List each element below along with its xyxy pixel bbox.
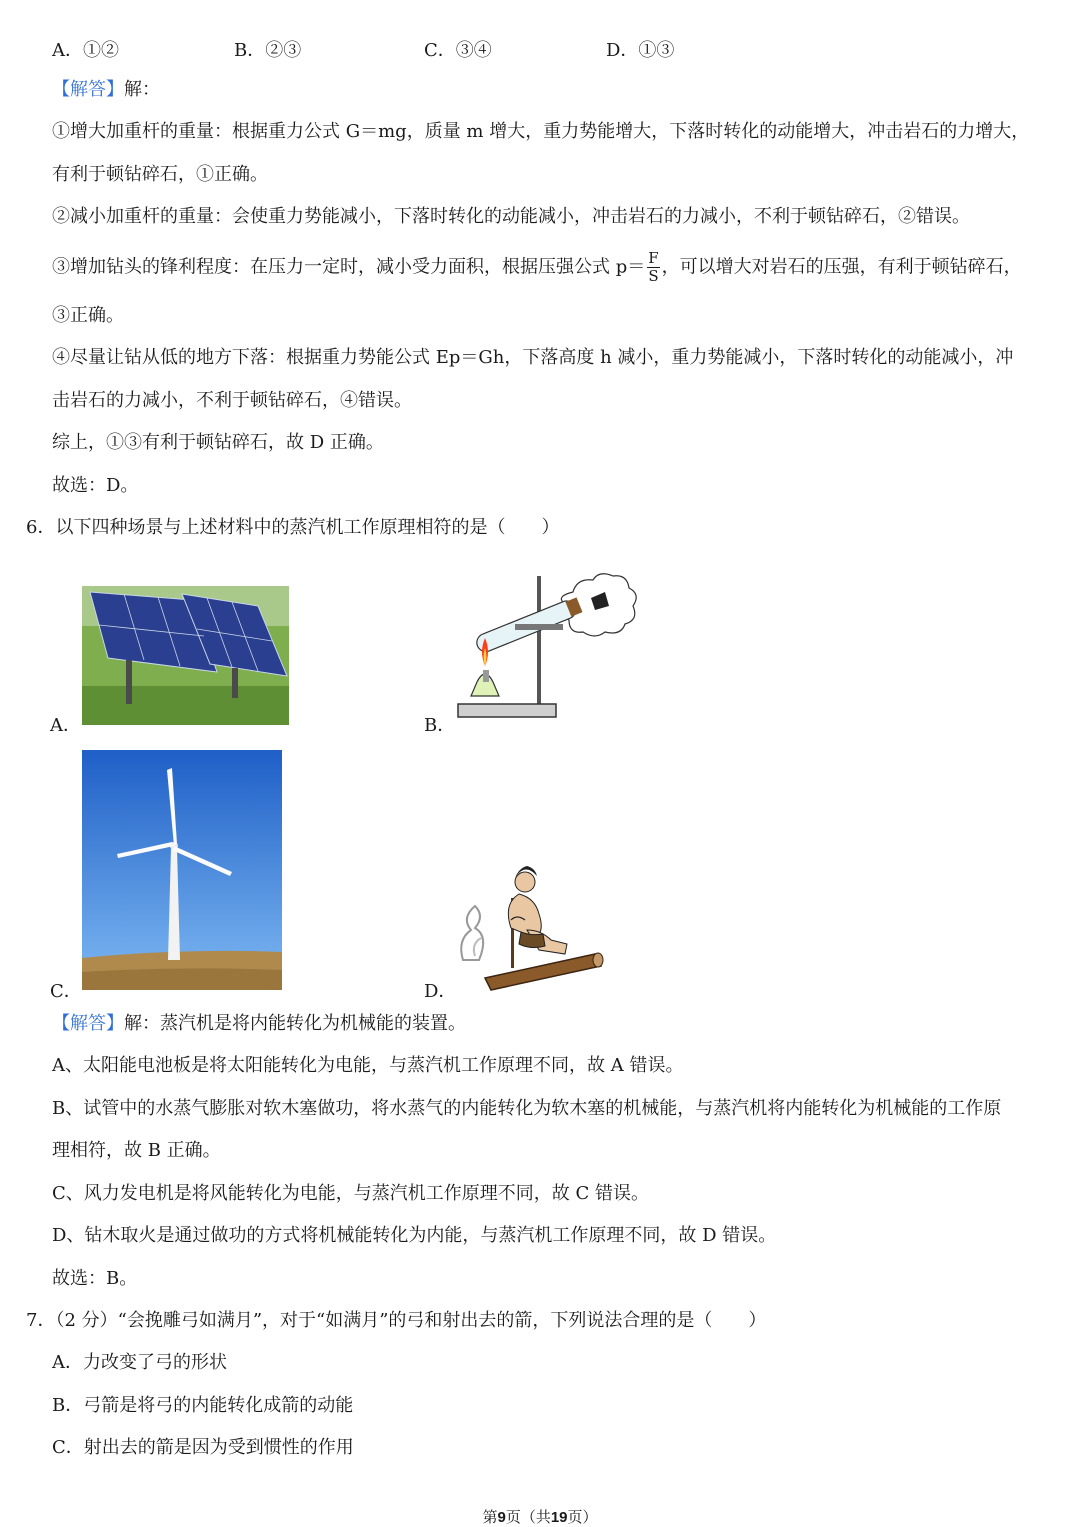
- formula-text: ，可以增大对岩石的压强，有利于顿钻碎石，: [661, 256, 1022, 278]
- q6-line: 理相符，故 B 正确。: [52, 1140, 221, 1161]
- footer-text: 页）: [567, 1508, 598, 1526]
- fraction-numerator: F: [648, 249, 659, 267]
- option-label-c: C．: [50, 981, 82, 1002]
- drill-fire-image: [455, 860, 605, 992]
- q6-line: A、太阳能电池板是将太阳能转化为电能，与蒸汽机工作原理不同，故 A 错误。: [52, 1055, 684, 1076]
- q5-line: 有利于顿钻碎石，①正确。: [52, 164, 268, 185]
- page-total: 19: [550, 1509, 568, 1526]
- page-footer: [0, 1506, 1080, 1527]
- q6-answer-heading: [52, 1013, 466, 1035]
- q5-option-c: C．③④: [424, 40, 492, 61]
- test-tube-apparatus-image: [455, 570, 640, 725]
- pressure-fraction: [647, 250, 659, 285]
- wind-turbine-image: [82, 750, 282, 990]
- q5-line: ③正确。: [52, 305, 124, 326]
- q5-line: ②减小加重杆的重量：会使重力势能减小，下落时转化的动能减小，冲击岩石的力减小，不利于顿钻碎石，②错误。: [52, 206, 970, 227]
- q7-option-a: A．力改变了弓的形状: [52, 1352, 227, 1373]
- page-number: 9: [497, 1509, 506, 1526]
- option-label-a: A．: [50, 715, 81, 736]
- q5-line: 故选：D。: [52, 475, 139, 496]
- formula-text: ③增加钻头的锋利程度：在压力一定时，减小受力面积，根据压强公式 p＝: [52, 256, 646, 278]
- q5-option-d: D．①③: [606, 40, 675, 61]
- q5-line: ④尽量让钻从低的地方下落：根据重力势能公式 Ep＝Gh，下落高度 h 减小，重力势能减小，下落时转化的动能减小，冲: [52, 347, 1014, 368]
- q5-option-b: B．②③: [234, 40, 302, 61]
- fraction-denominator: S: [648, 267, 659, 285]
- q7-option-c: C．射出去的箭是因为受到惯性的作用: [52, 1437, 354, 1458]
- q6-line: 故选：B。: [52, 1268, 138, 1289]
- q7-stem: 7．（2 分）“会挽雕弓如满月”，对于“如满月”的弓和射出去的箭，下列说法合理的是（ ）: [26, 1310, 767, 1331]
- footer-text: 第: [482, 1508, 498, 1526]
- answer-tag: 【解答】: [52, 79, 124, 100]
- q6-line: B、试管中的水蒸气膨胀对软木塞做功，将水蒸气的内能转化为软木塞的机械能，与蒸汽机将内能转化为机械能的工作原: [52, 1098, 1002, 1119]
- q6-line: C、风力发电机是将风能转化为电能，与蒸汽机工作原理不同，故 C 错误。: [52, 1183, 649, 1204]
- option-label-b: B．: [424, 715, 456, 736]
- answer-tag: 【解答】: [52, 1013, 124, 1034]
- option-label-d: D．: [424, 981, 457, 1002]
- q5-line: ①增大加重杆的重量：根据重力公式 G＝mg，质量 m 增大，重力势能增大，下落时转化的动能增大，冲击岩石的力增大，: [52, 121, 1030, 142]
- q5-line: 击岩石的力减小，不利于顿钻碎石，④错误。: [52, 390, 412, 411]
- q5-answer-heading: [52, 79, 160, 101]
- q5-line-formula: [52, 250, 1022, 285]
- solar-panel-image: [82, 586, 289, 725]
- q5-line: 综上，①③有利于顿钻碎石，故 D 正确。: [52, 432, 384, 453]
- q7-option-b: B．弓箭是将弓的内能转化成箭的动能: [52, 1395, 354, 1416]
- q6-line: D、钻木取火是通过做功的方式将机械能转化为内能，与蒸汽机工作原理不同，故 D 错误。: [52, 1225, 777, 1246]
- answer-lead: 解：蒸汽机是将内能转化为机械能的装置。: [124, 1013, 466, 1034]
- q6-stem: 6．以下四种场景与上述材料中的蒸汽机工作原理相符的是（ ）: [26, 517, 560, 538]
- answer-lead: 解：: [124, 79, 160, 100]
- q5-option-a: A．①②: [52, 40, 119, 61]
- footer-text: 页（共: [505, 1508, 551, 1526]
